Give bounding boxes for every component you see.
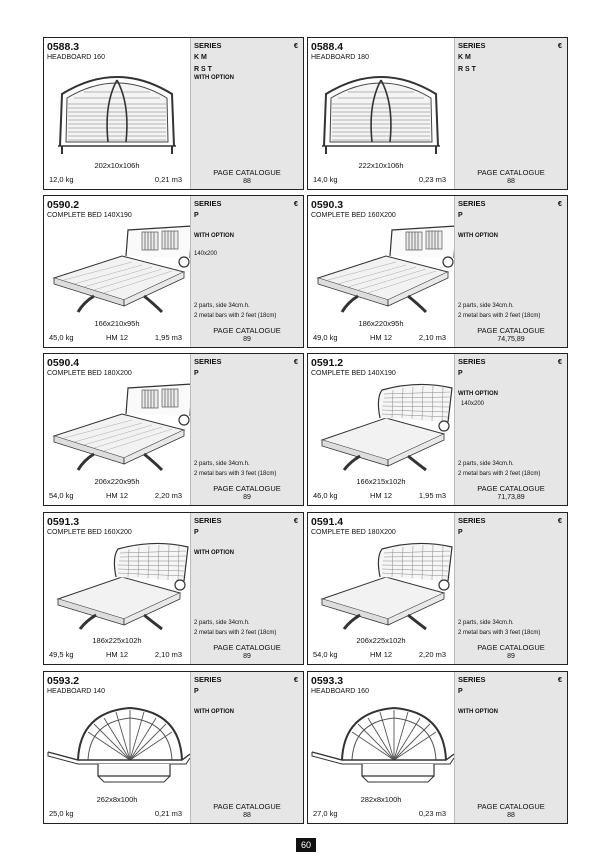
page-catalogue-label: PAGE CATALOGUE: [477, 802, 545, 811]
series-codes: P: [458, 212, 463, 219]
product-name: HEADBOARD 160: [311, 688, 369, 695]
series-label: SERIES: [194, 516, 222, 525]
option-size: 140x200: [461, 401, 485, 407]
currency-symbol: €: [557, 199, 562, 208]
product-illustration: [308, 64, 454, 156]
page-catalogue-label: PAGE CATALOGUE: [477, 484, 545, 493]
construction-notes: [458, 302, 540, 321]
product-weight: 14,0 kg: [313, 175, 338, 184]
series-panel: [454, 354, 567, 505]
product-weight: 49,0 kg: [313, 333, 338, 342]
product-volume: 2,20 m3: [418, 650, 446, 659]
product-name: HEADBOARD 160: [47, 54, 105, 61]
product-info-panel: [44, 354, 190, 505]
construction-notes: [194, 619, 276, 638]
product-info-panel: [44, 513, 190, 664]
construction-note: 2 parts, side 34cm.h.: [458, 461, 514, 467]
product-info-panel: [44, 672, 190, 823]
catalogue-pages: 89: [243, 336, 251, 343]
product-weight: 27,0 kg: [313, 809, 338, 818]
currency-symbol: €: [557, 41, 562, 50]
product-name: COMPLETE BED 140X190: [311, 370, 396, 377]
series-codes: P: [458, 529, 463, 536]
product-dimensions: 206x220x95h: [94, 477, 140, 486]
catalogue-pages: 88: [507, 178, 515, 185]
series-label: SERIES: [458, 675, 486, 684]
construction-note: 2 metal bars with 3 feet (18cm): [458, 629, 541, 636]
product-code: 0590.4: [47, 357, 80, 369]
product-card: [307, 195, 568, 348]
product-hm-code: HM 12: [370, 650, 393, 659]
page-catalogue-label: PAGE CATALOGUE: [213, 326, 281, 335]
product-card: [307, 353, 568, 506]
product-name: HEADBOARD 140: [47, 688, 105, 695]
product-code: 0588.3: [47, 41, 80, 53]
product-name: COMPLETE BED 160X200: [47, 529, 132, 536]
series-label: SERIES: [194, 41, 222, 50]
product-hm-code: HM 12: [106, 491, 129, 500]
product-code: 0593.2: [47, 675, 80, 687]
product-dimensions: 186x220x95h: [358, 319, 404, 328]
product-illustration: [308, 698, 454, 790]
series-panel: [454, 196, 567, 347]
product-card: [307, 671, 568, 824]
product-info-panel: [308, 672, 454, 823]
product-card: [307, 512, 568, 665]
product-dimensions: 166x210x95h: [94, 319, 140, 328]
product-name: COMPLETE BED 180X200: [311, 529, 396, 536]
catalogue-pages: 88: [243, 812, 251, 819]
product-info-panel: [44, 38, 190, 189]
product-illustration: [44, 64, 190, 156]
page-catalogue-label: PAGE CATALOGUE: [213, 484, 281, 493]
product-name: HEADBOARD 180: [311, 54, 369, 61]
product-code: 0588.4: [311, 41, 344, 53]
construction-note: 2 parts, side 34cm.h.: [458, 303, 514, 309]
with-option-label: WITH OPTION: [458, 391, 498, 397]
product-weight: 46,0 kg: [313, 491, 338, 500]
product-name: COMPLETE BED 140X190: [47, 212, 132, 219]
with-option-label: WITH OPTION: [194, 75, 234, 81]
construction-note: 2 metal bars with 3 feet (18cm): [194, 470, 277, 477]
product-dimensions: 206x225x102h: [356, 636, 406, 645]
product-card: [307, 37, 568, 190]
series-panel: [190, 513, 303, 664]
page-catalogue: [455, 326, 567, 344]
series-label: SERIES: [458, 516, 486, 525]
currency-symbol: €: [293, 675, 298, 684]
with-option-label: WITH OPTION: [458, 233, 498, 239]
product-dimensions: 186x225x102h: [92, 636, 142, 645]
series-panel: [190, 354, 303, 505]
page-catalogue-label: PAGE CATALOGUE: [477, 326, 545, 335]
product-volume: 1,95 m3: [418, 491, 446, 500]
product-volume: 0,23 m3: [418, 175, 446, 184]
product-hm-code: HM 12: [106, 333, 129, 342]
product-dimensions: 202x10x106h: [94, 161, 140, 170]
product-illustration: [44, 539, 190, 631]
series-codes: P: [194, 212, 199, 219]
construction-notes: [194, 460, 276, 479]
catalogue-pages: 89: [507, 653, 515, 660]
catalogue-pages: 71,73,89: [497, 494, 525, 501]
construction-note: 2 metal bars with 2 feet (18cm): [194, 629, 277, 636]
product-weight: 54,0 kg: [313, 650, 338, 659]
page-catalogue: [455, 168, 567, 186]
construction-notes: [194, 302, 276, 321]
construction-note: 2 parts, side 34cm.h.: [458, 620, 514, 626]
product-dimensions: 282x8x100h: [360, 795, 402, 804]
product-code: 0590.3: [311, 199, 344, 211]
page-catalogue: [191, 168, 303, 186]
catalogue-pages: 89: [243, 653, 251, 660]
page-catalogue: [191, 484, 303, 502]
catalogue-pages: 88: [243, 178, 251, 185]
construction-note: 2 metal bars with 2 feet (18cm): [458, 312, 541, 319]
product-hm-code: HM 12: [106, 650, 129, 659]
construction-note: 2 parts, side 34cm.h.: [194, 461, 250, 467]
series-codes: P: [194, 370, 199, 377]
product-info-panel: [44, 196, 190, 347]
product-weight: 54,0 kg: [49, 491, 74, 500]
currency-symbol: €: [293, 41, 298, 50]
product-illustration: [44, 698, 190, 790]
currency-symbol: €: [557, 516, 562, 525]
page-catalogue-label: PAGE CATALOGUE: [477, 643, 545, 652]
construction-note: 2 parts, side 34cm.h.: [194, 303, 250, 309]
catalogue-pages: 74,75,89: [497, 336, 525, 343]
product-name: COMPLETE BED 180X200: [47, 370, 132, 377]
construction-notes: [458, 619, 540, 638]
series-codes: K M R S T: [194, 54, 212, 73]
option-size: 140x200: [194, 251, 218, 257]
product-info-panel: [308, 513, 454, 664]
series-panel: [454, 513, 567, 664]
currency-symbol: €: [293, 516, 298, 525]
series-label: SERIES: [194, 357, 222, 366]
series-panel: [190, 38, 303, 189]
product-card: [43, 512, 304, 665]
series-codes: P: [194, 688, 199, 695]
product-volume: 0,21 m3: [154, 809, 182, 818]
series-panel: [190, 672, 303, 823]
page-catalogue-label: PAGE CATALOGUE: [213, 643, 281, 652]
page-catalogue: [455, 643, 567, 661]
product-illustration: [44, 222, 190, 314]
product-volume: 2,10 m3: [418, 333, 446, 342]
page-catalogue-label: PAGE CATALOGUE: [477, 168, 545, 177]
series-codes: K M R S T: [458, 54, 476, 73]
product-code: 0590.2: [47, 199, 80, 211]
construction-note: 2 metal bars with 2 feet (18cm): [458, 470, 541, 477]
series-panel: [190, 196, 303, 347]
product-weight: 12,0 kg: [49, 175, 74, 184]
page-catalogue-label: PAGE CATALOGUE: [213, 802, 281, 811]
product-volume: 0,21 m3: [154, 175, 182, 184]
product-name: COMPLETE BED 160X200: [311, 212, 396, 219]
page-catalogue: [191, 802, 303, 820]
product-hm-code: HM 12: [370, 491, 393, 500]
series-codes: P: [458, 688, 463, 695]
product-volume: 0,23 m3: [418, 809, 446, 818]
with-option-label: WITH OPTION: [194, 709, 234, 715]
product-dimensions: 166x215x102h: [356, 477, 406, 486]
series-label: SERIES: [194, 675, 222, 684]
product-volume: 1,95 m3: [154, 333, 182, 342]
product-card: [43, 195, 304, 348]
product-weight: 45,0 kg: [49, 333, 74, 342]
series-panel: [454, 38, 567, 189]
currency-symbol: €: [293, 199, 298, 208]
series-codes: P: [458, 370, 463, 377]
series-label: SERIES: [194, 199, 222, 208]
page-catalogue: [191, 326, 303, 344]
product-card: [43, 353, 304, 506]
product-hm-code: HM 12: [370, 333, 393, 342]
product-info-panel: [308, 354, 454, 505]
product-weight: 25,0 kg: [49, 809, 74, 818]
product-illustration: [44, 380, 190, 472]
page-catalogue-label: PAGE CATALOGUE: [213, 168, 281, 177]
product-dimensions: 262x8x100h: [96, 795, 138, 804]
product-code: 0593.3: [311, 675, 344, 687]
with-option-label: WITH OPTION: [458, 709, 498, 715]
page-catalogue: [455, 484, 567, 502]
with-option-label: WITH OPTION: [194, 233, 234, 239]
series-panel: [454, 672, 567, 823]
product-code: 0591.4: [311, 516, 344, 528]
product-dimensions: 222x10x106h: [358, 161, 404, 170]
product-code: 0591.3: [47, 516, 80, 528]
product-info-panel: [308, 196, 454, 347]
series-label: SERIES: [458, 357, 486, 366]
catalogue-pages: 88: [507, 812, 515, 819]
series-label: SERIES: [458, 199, 486, 208]
product-info-panel: [308, 38, 454, 189]
product-volume: 2,10 m3: [154, 650, 182, 659]
currency-symbol: €: [293, 357, 298, 366]
construction-notes: [458, 460, 540, 479]
currency-symbol: €: [557, 357, 562, 366]
page-catalogue: [191, 643, 303, 661]
page-catalogue: [455, 802, 567, 820]
product-illustration: [308, 380, 454, 472]
with-option-label: WITH OPTION: [194, 550, 234, 556]
catalogue-pages: 89: [243, 494, 251, 501]
product-code: 0591.2: [311, 357, 344, 369]
product-card: [43, 37, 304, 190]
product-illustration: [308, 539, 454, 631]
product-card: [43, 671, 304, 824]
product-weight: 49,5 kg: [49, 650, 74, 659]
series-codes: P: [194, 529, 199, 536]
series-label: SERIES: [458, 41, 486, 50]
product-illustration: [308, 222, 454, 314]
construction-note: 2 metal bars with 2 feet (18cm): [194, 312, 277, 319]
construction-note: 2 parts, side 34cm.h.: [194, 620, 250, 626]
page-number: 60: [296, 838, 316, 852]
currency-symbol: €: [557, 675, 562, 684]
product-volume: 2,20 m3: [154, 491, 182, 500]
